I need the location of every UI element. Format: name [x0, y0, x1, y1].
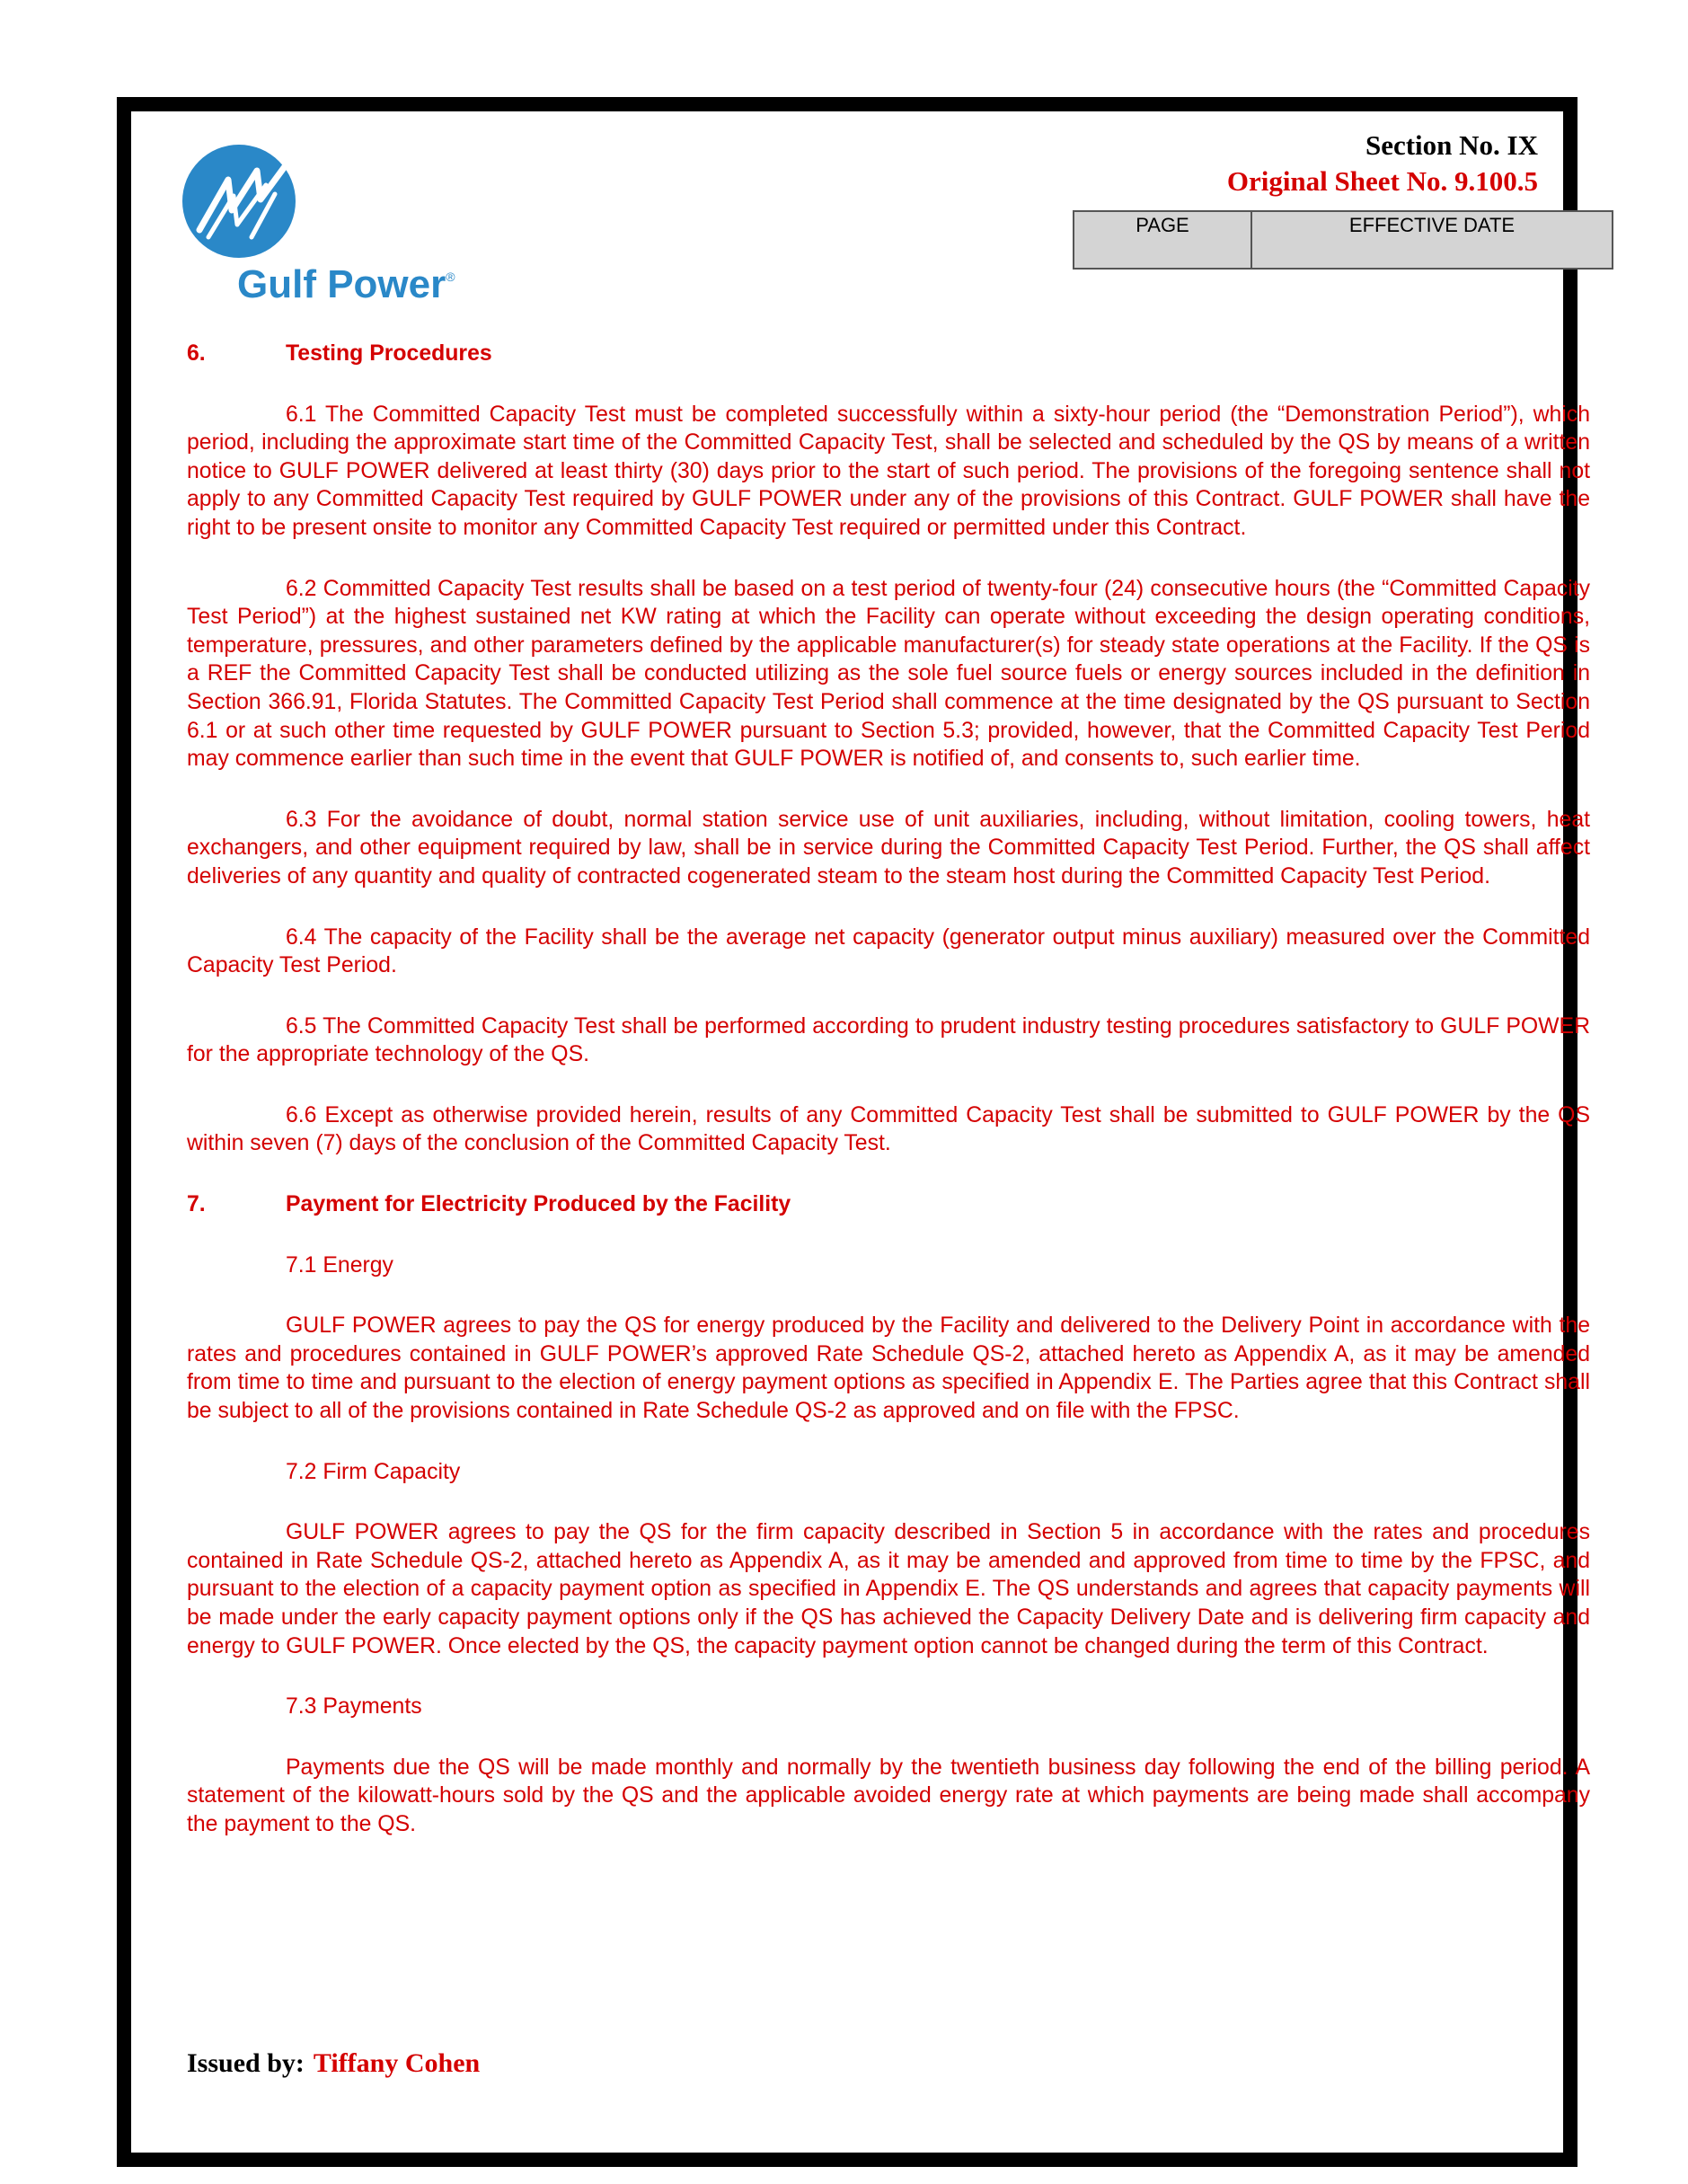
page-info-table [1073, 210, 1613, 270]
paragraph-7-3: Payments due the QS will be made monthly and normally by the twentieth business day following the end of the billing period. A statement of the kilowatt-hours sold by the QS and the applicable avoided energy rate at which payments are being made shall accompany the payment to the QS. [187, 1755, 1590, 1836]
subheading-7-3: 7.3 Payments [286, 1694, 422, 1720]
paragraph-6-1: 6.1 The Committed Capacity Test must be completed successfully within a sixty-hour period (the “Demonstration Period”), which period, including the approximate start time of the Committed Capacity Test, shall be selected and scheduled by the QS by means of a written notice to GULF POWER delivered at least thirty (30) days prior to the start of such period. The provisions of the foregoing sentence shall not apply to any Committed Capacity Test required by GULF POWER under any of the provisions of this Contract. GULF POWER shall have the right to be present onsite to monitor any Committed Capacity Test required or permitted under this Contract. [187, 402, 1590, 540]
document-body [187, 340, 1590, 1871]
issuer-name: Tiffany Cohen [313, 2048, 481, 2078]
sheet-number: Original Sheet No. 9.100.5 [1226, 165, 1538, 197]
section-7-number: 7. [187, 1192, 206, 1217]
section-7-heading [187, 1190, 1590, 1219]
logo-wordmark [237, 262, 455, 307]
issued-by [187, 2048, 480, 2079]
section-6-heading [187, 340, 1590, 368]
page-cell: PAGE [1074, 211, 1251, 269]
issued-label: Issued by: [187, 2048, 305, 2078]
paragraph-6-5: 6.5 The Committed Capacity Test shall be performed according to prudent industry testing procedures satisfactory to GULF POWER for the appropriate technology of the QS. [187, 1013, 1590, 1067]
paragraph-6-4: 6.4 The capacity of the Facility shall be the average net capacity (generator output minus auxiliary) measured over the Committed Capacity Test Period. [187, 924, 1590, 978]
page-border [117, 97, 1590, 2167]
logo-text: Gulf Power [237, 262, 446, 306]
section-6-number: 6. [187, 341, 206, 366]
lightning-circle-icon [181, 144, 307, 270]
subheading-7-1: 7.1 Energy [286, 1252, 393, 1278]
page-header [131, 111, 1563, 336]
section-7-title: Payment for Electricity Produced by the Facility [286, 1192, 791, 1217]
paragraph-7-2: GULF POWER agrees to pay the QS for the firm capacity described in Section 5 in accordance with the rates and procedures contained in Rate Schedule QS-2, attached hereto as Appendix A, as it may be amended and approved from time to time by the FPSC, and pursuant to the election of a capacity payment option as specified in Appendix E. The QS understands and agrees that capacity payments will be made under the early capacity payment options only if the QS has achieved the Capacity Delivery Date and is delivering firm capacity and energy to GULF POWER. Once elected by the QS, the capacity payment option cannot be changed during the term of this Contract. [187, 1520, 1590, 1658]
paragraph-6-3: 6.3 For the avoidance of doubt, normal station service use of unit auxiliaries, including, without limitation, cooling towers, heat exchangers, and other equipment required by law, shall be in service during the Committed Capacity Test Period. Further, the QS shall affect deliveries of any quantity and quality of contracted cogenerated steam to the steam host during the Committed Capacity Test Period. [187, 807, 1590, 889]
effective-date-cell: EFFECTIVE DATE [1251, 211, 1613, 269]
section-6-title: Testing Procedures [286, 341, 492, 366]
paragraph-7-1: GULF POWER agrees to pay the QS for energy produced by the Facility and delivered to the Delivery Point in accordance with the rates and procedures contained in GULF POWER’s approved Rate Schedule QS-2, attached hereto as Appendix A, as it may be amended from time to time and pursuant to the election of energy payment options as specified in Appendix E. The Parties agree that this Contract shall be subject to all of the provisions contained in Rate Schedule QS-2 as approved and on file with the FPSC. [187, 1313, 1590, 1424]
registered-mark: ® [446, 270, 455, 284]
paragraph-6-2: 6.2 Committed Capacity Test results shall be based on a test period of twenty-four (24) consecutive hours (the “Committed Capacity Test Period”) at the highest sustained net KW rating at which the Facility can operate without exceeding the design operating conditions, temperature, pressures, and other parameters defined by the applicable manufacturer(s) for steady state operations at the Facility. If the QS is a REF the Committed Capacity Test shall be conducted utilizing as the sole fuel source fuels or energy sources included in the definition in Section 366.91, Florida Statutes. The Committed Capacity Test Period shall commence at the time designated by the QS pursuant to Section 6.1 or at such other time requested by GULF POWER pursuant to Section 5.3; provided, however, that the Committed Capacity Test Period may commence earlier than such time in the event that GULF POWER is notified of, and consents to, such earlier time. [187, 576, 1590, 772]
paragraph-6-6: 6.6 Except as otherwise provided herein, results of any Committed Capacity Test shall be submitted to GULF POWER by the QS within seven (7) days of the conclusion of the Committed Capacity Test. [187, 1102, 1590, 1156]
company-logo [181, 144, 523, 332]
subheading-7-2: 7.2 Firm Capacity [286, 1459, 461, 1484]
section-number: Section No. IX [1365, 129, 1538, 161]
